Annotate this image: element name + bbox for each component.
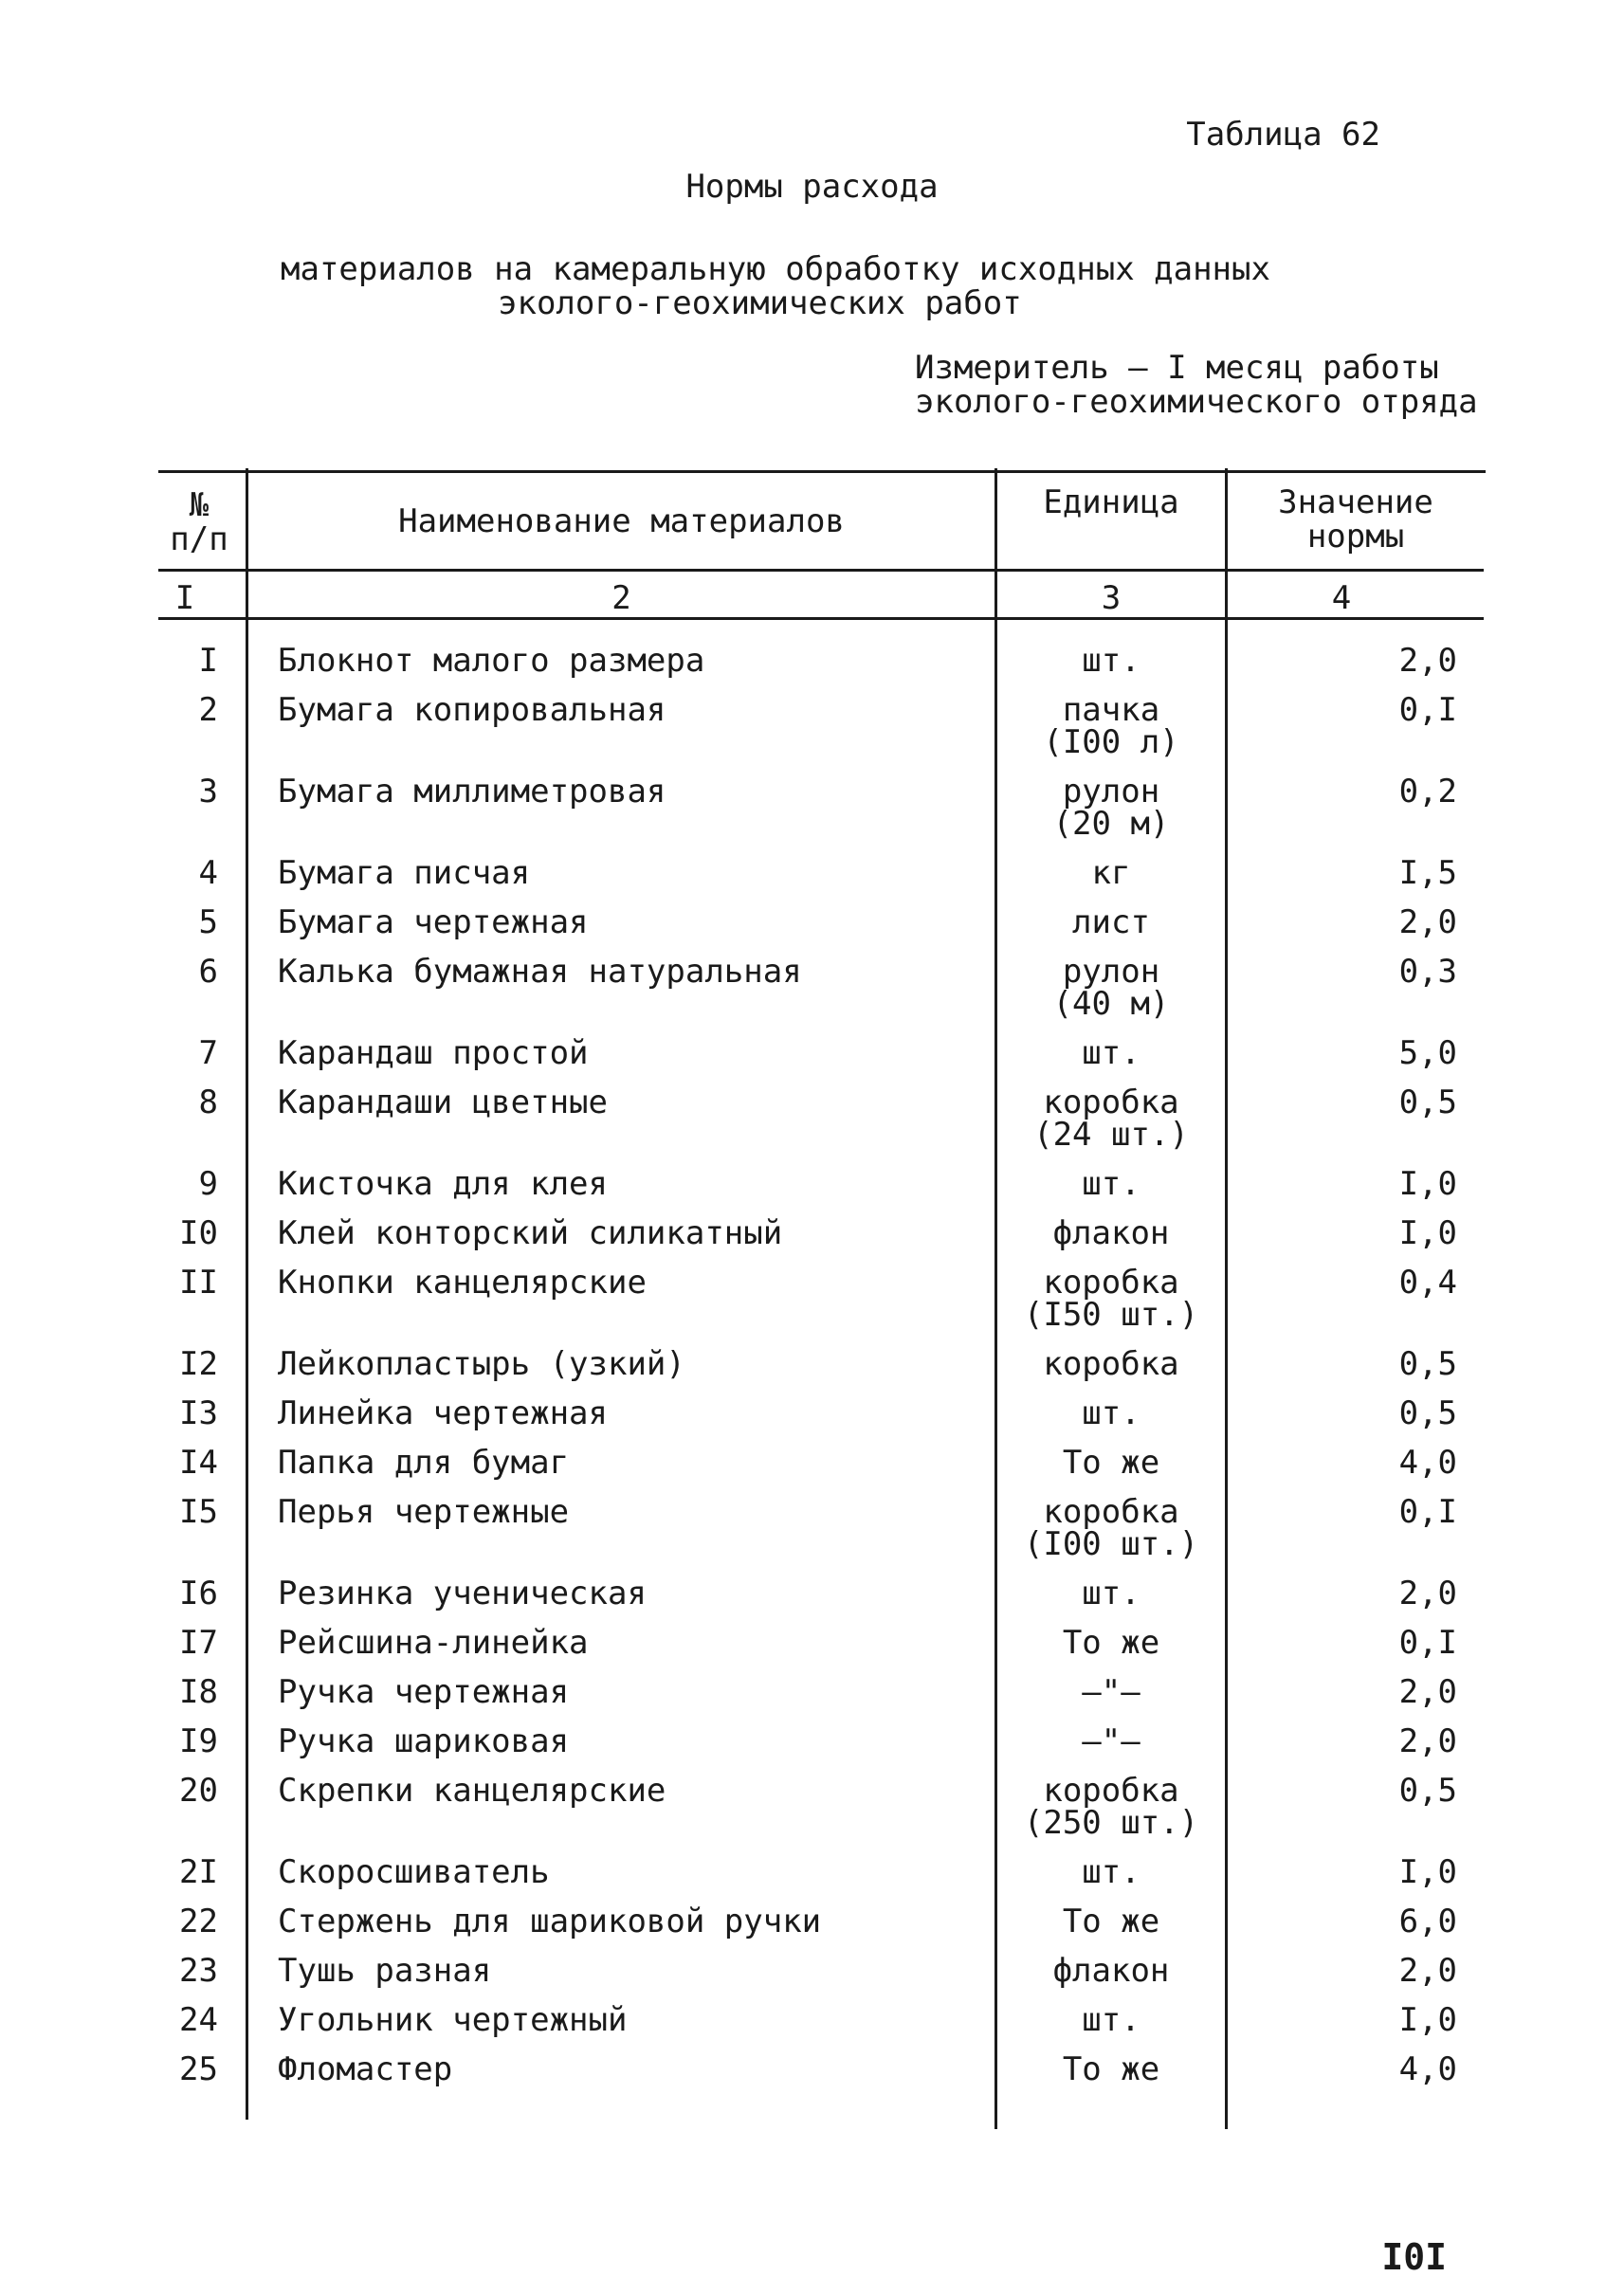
unit-cell: коробка (I50 шт.): [1023, 1264, 1199, 1334]
norm-value: 0,4: [1398, 1264, 1457, 1302]
table-row: [0, 1624, 1624, 1676]
row-number: I5: [179, 1493, 218, 1531]
material-name: Резинка ученическая: [278, 1575, 647, 1612]
norm-value: 2,0: [1398, 903, 1457, 941]
norm-value: 5,0: [1398, 1034, 1457, 1072]
table-row: [0, 691, 1624, 761]
norm-value: I,5: [1398, 854, 1457, 892]
column-number-cell: 3: [1101, 579, 1122, 617]
norm-value: 2,0: [1398, 642, 1457, 680]
measurement-unit-note: [915, 351, 1478, 419]
document-title: Нормы расхода: [685, 168, 939, 206]
material-name: Фломастер: [278, 2050, 453, 2088]
material-name: Перья чертежные: [278, 1493, 570, 1531]
table-row: [0, 1905, 1624, 1955]
unit-cell: То же: [1062, 1903, 1160, 1940]
table-row: [0, 1772, 1624, 1842]
row-number: I3: [179, 1394, 218, 1432]
norm-value: 0,5: [1398, 1345, 1457, 1383]
material-name: Бумага миллиметровая: [278, 773, 666, 811]
table-row: [0, 1673, 1624, 1725]
row-number: 22: [179, 1903, 218, 1940]
norm-value: 0,I: [1398, 691, 1457, 729]
row-number: 7: [198, 1034, 218, 1072]
table-row: [0, 1345, 1624, 1397]
measure-line: эколого-геохимического отряда: [915, 383, 1478, 421]
table-row: [0, 1165, 1624, 1217]
unit-cell: шт.: [1082, 1853, 1140, 1891]
material-name: Ручка шариковая: [278, 1722, 570, 1760]
table-row: [0, 1952, 1624, 2004]
unit-cell: –"–: [1082, 1722, 1140, 1760]
norm-value: 0,2: [1398, 773, 1457, 811]
header-material-name: Наименование материалов: [398, 502, 845, 540]
row-number: 2I: [179, 1853, 218, 1891]
table-row: [0, 1444, 1624, 1496]
norm-value: 0,5: [1398, 1394, 1457, 1432]
unit-cell: лист: [1072, 903, 1150, 941]
header-unit: Единица: [1043, 483, 1179, 521]
table-row: [0, 1394, 1624, 1447]
table-row: [0, 1214, 1624, 1266]
table-row: [0, 953, 1624, 1023]
material-name: Скоросшиватель: [278, 1853, 550, 1891]
table-row: [0, 1722, 1624, 1775]
table-row: [0, 1084, 1624, 1154]
material-name: Клей конторский силикатный: [278, 1214, 783, 1252]
column-number-cell: I: [174, 579, 195, 617]
norm-value: 4,0: [1398, 1444, 1457, 1482]
row-number: 23: [179, 1952, 218, 1990]
unit-cell: коробка (24 шт.): [1033, 1084, 1189, 1154]
table-row: [0, 1034, 1624, 1086]
table-rule: [158, 470, 1486, 473]
material-name: Кисточка для клея: [278, 1165, 608, 1203]
table-row: [0, 854, 1624, 906]
material-name: Линейка чертежная: [278, 1394, 608, 1432]
table-row: [0, 1493, 1624, 1563]
row-number: 25: [179, 2050, 218, 2088]
row-number: I6: [179, 1575, 218, 1612]
row-number: I9: [179, 1722, 218, 1760]
row-number: 5: [198, 903, 218, 941]
row-number: 9: [198, 1165, 218, 1203]
unit-cell: пачка (I00 л): [1043, 691, 1179, 761]
norm-value: I,0: [1398, 1214, 1457, 1252]
row-number: I0: [179, 1214, 218, 1252]
unit-cell: коробка (250 шт.): [1023, 1772, 1199, 1842]
norm-value: 0,5: [1398, 1772, 1457, 1810]
material-name: Ручка чертежная: [278, 1673, 570, 1711]
table-row: [0, 1264, 1624, 1334]
column-number-cell: 4: [1331, 579, 1352, 617]
table-rule: [158, 569, 1484, 572]
norm-value: 2,0: [1398, 1575, 1457, 1612]
norm-value: 2,0: [1398, 1952, 1457, 1990]
row-number: I4: [179, 1444, 218, 1482]
table-label: Таблица 62: [1186, 116, 1380, 154]
subtitle-line: эколого-геохимических работ: [498, 284, 1022, 322]
row-number: 2: [198, 691, 218, 729]
table-row: [0, 903, 1624, 956]
unit-cell: шт.: [1082, 642, 1140, 680]
unit-cell: То же: [1062, 1624, 1160, 1662]
table-rule: [158, 617, 1484, 620]
header-row-number: № п/п: [170, 486, 228, 558]
norm-value: 2,0: [1398, 1722, 1457, 1760]
measure-line: Измеритель – I месяц работы: [915, 349, 1439, 387]
table-row: [0, 2001, 1624, 2053]
unit-cell: То же: [1062, 1444, 1160, 1482]
row-number: I7: [179, 1624, 218, 1662]
material-name: Бумага копировальная: [278, 691, 666, 729]
unit-cell: рулон (40 м): [1052, 953, 1170, 1023]
material-name: Кнопки канцелярские: [278, 1264, 647, 1302]
norm-value: 0,5: [1398, 1084, 1457, 1121]
row-number: 24: [179, 2001, 218, 2039]
row-number: 8: [198, 1084, 218, 1121]
material-name: Лейкопластырь (узкий): [278, 1345, 685, 1383]
header-norm-value: Значение нормы: [1278, 483, 1433, 556]
norm-value: I,0: [1398, 1853, 1457, 1891]
unit-cell: шт.: [1082, 1575, 1140, 1612]
row-number: 6: [198, 953, 218, 991]
material-name: Карандаш простой: [278, 1034, 589, 1072]
row-number: I2: [179, 1345, 218, 1383]
table-row: [0, 773, 1624, 843]
norm-value: I,0: [1398, 1165, 1457, 1203]
unit-cell: шт.: [1082, 1034, 1140, 1072]
unit-cell: флакон: [1052, 1214, 1170, 1252]
norm-value: 0,3: [1398, 953, 1457, 991]
unit-cell: рулон (20 м): [1052, 773, 1170, 843]
material-name: Угольник чертежный: [278, 2001, 628, 2039]
material-name: Бумага писчая: [278, 854, 531, 892]
material-name: Тушь разная: [278, 1952, 492, 1990]
material-name: Бумага чертежная: [278, 903, 589, 941]
page-number: I0I: [1381, 2236, 1447, 2278]
table-row: [0, 1853, 1624, 1905]
norm-value: 4,0: [1398, 2050, 1457, 2088]
material-name: Рейсшина-линейка: [278, 1624, 589, 1662]
row-number: 4: [198, 854, 218, 892]
unit-cell: кг: [1091, 854, 1131, 892]
material-name: Калька бумажная натуральная: [278, 953, 802, 991]
norm-value: I,0: [1398, 2001, 1457, 2039]
unit-cell: шт.: [1082, 2001, 1140, 2039]
row-number: 20: [179, 1772, 218, 1810]
unit-cell: То же: [1062, 2050, 1160, 2088]
material-name: Карандаши цветные: [278, 1084, 608, 1121]
norm-value: 6,0: [1398, 1903, 1457, 1940]
unit-cell: коробка: [1043, 1345, 1179, 1383]
norm-value: 2,0: [1398, 1673, 1457, 1711]
table-row: [0, 1577, 1624, 1627]
table-row: [0, 642, 1624, 694]
subtitle-line: материалов на камеральную обработку исходных данных: [281, 250, 1270, 288]
norm-value: 0,I: [1398, 1624, 1457, 1662]
material-name: Скрепки канцелярские: [278, 1772, 666, 1810]
row-number: II: [179, 1264, 218, 1302]
material-name: Стержень для шариковой ручки: [278, 1903, 822, 1940]
unit-cell: коробка (I00 шт.): [1023, 1493, 1199, 1563]
unit-cell: шт.: [1082, 1394, 1140, 1432]
norm-value: 0,I: [1398, 1493, 1457, 1531]
material-name: Блокнот малого размера: [278, 642, 705, 680]
row-number: I8: [179, 1673, 218, 1711]
table-row: [0, 2050, 1624, 2103]
column-number-cell: 2: [611, 579, 631, 617]
unit-cell: шт.: [1082, 1165, 1140, 1203]
row-number: I: [198, 642, 218, 680]
document-subtitle: [281, 252, 1270, 320]
material-name: Папка для бумаг: [278, 1444, 570, 1482]
unit-cell: флакон: [1052, 1952, 1170, 1990]
unit-cell: –"–: [1082, 1673, 1140, 1711]
row-number: 3: [198, 773, 218, 811]
